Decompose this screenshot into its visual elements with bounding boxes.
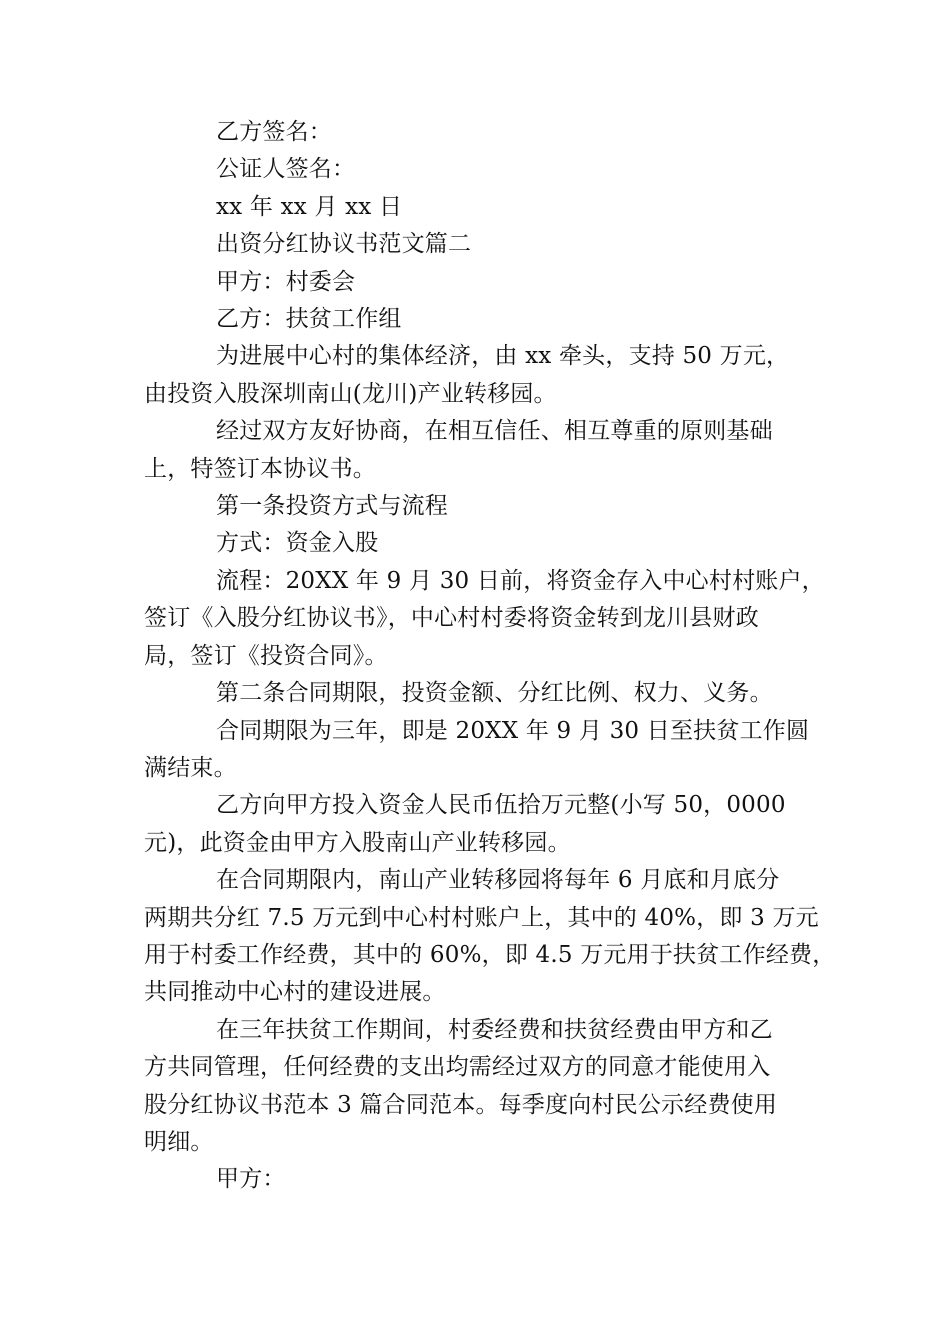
document-page [144, 114, 836, 1199]
text-line: 签订《入股分红协议书》，中心村村委将资金转到龙川县财政 [144, 605, 759, 632]
paragraph-dividend [144, 862, 836, 1012]
paragraph-consultation [144, 413, 824, 488]
party-a-line: 甲方：村委会 [216, 268, 356, 295]
text-line: 局，签订《投资合同》。 [144, 642, 388, 669]
paragraph-process [144, 563, 824, 675]
party-a-signature-label [144, 1161, 824, 1198]
text-line: 第二条合同期限，投资金额、分红比例、权力、义务。 [216, 680, 773, 707]
text-line: 第一条投资方式与流程 [216, 493, 448, 520]
text-line: 用于村委工作经费，其中的 60%，即 4.5 万元用于扶贫工作经费， [144, 941, 836, 968]
text-line: 乙方向甲方投入资金人民币伍拾万元整(小写 50，0000 [216, 792, 786, 819]
text-line: 共同推动中心村的建设进展。 [144, 979, 446, 1006]
text-line: 方式：资金入股 [216, 530, 379, 557]
text-line: 上，特签订本协议书。 [144, 455, 376, 482]
date-line: xx 年 xx 月 xx 日 [216, 193, 403, 220]
paragraph-investment-amount [144, 787, 824, 862]
text-line: 甲方： [216, 1166, 286, 1193]
paragraph-purpose [144, 338, 824, 413]
article-one-heading [144, 488, 824, 525]
notary-signature-label: 公证人签名： [216, 156, 356, 183]
paragraph-fund-management [144, 1012, 824, 1162]
section-title: 出资分红协议书范文篇二 [216, 231, 472, 258]
article-two-heading [144, 675, 824, 712]
text-line: 在三年扶贫工作期间，村委经费和扶贫经费由甲方和乙 [216, 1016, 773, 1043]
text-line: 元)，此资金由甲方入股南山产业转移园。 [144, 829, 571, 856]
text-line: 满结束。 [144, 754, 237, 781]
text-line: 方共同管理，任何经费的支出均需经过双方的同意才能使用入 [144, 1054, 771, 1081]
text-line: 明细。 [144, 1128, 214, 1155]
party-b-signature-label: 乙方签名： [216, 119, 332, 145]
text-line: 在合同期限内，南山产业转移园将每年 6 月底和月底分 [216, 867, 780, 894]
text-line: 流程：20XX 年 9 月 30 日前，将资金存入中心村村账户， [216, 567, 825, 594]
text-line: 经过双方友好协商，在相互信任、相互尊重的原则基础 [216, 418, 773, 445]
text-line: 为进展中心村的集体经济，由 xx 牵头，支持 50 万元， [216, 343, 790, 370]
investment-method [144, 525, 824, 562]
text-line: 股分红协议书范本 3 篇合同范本。每季度向村民公示经费使用 [144, 1091, 778, 1118]
text-line: 两期共分红 7.5 万元到中心村村账户上，其中的 40%，即 3 万元 [144, 904, 819, 931]
text-line: 由投资入股深圳南山(龙川)产业转移园。 [144, 380, 557, 407]
party-b-line: 乙方：扶贫工作组 [216, 306, 402, 333]
paragraph-contract-term [144, 713, 824, 788]
text-line: 合同期限为三年，即是 20XX 年 9 月 30 日至扶贫工作圆 [216, 717, 810, 744]
